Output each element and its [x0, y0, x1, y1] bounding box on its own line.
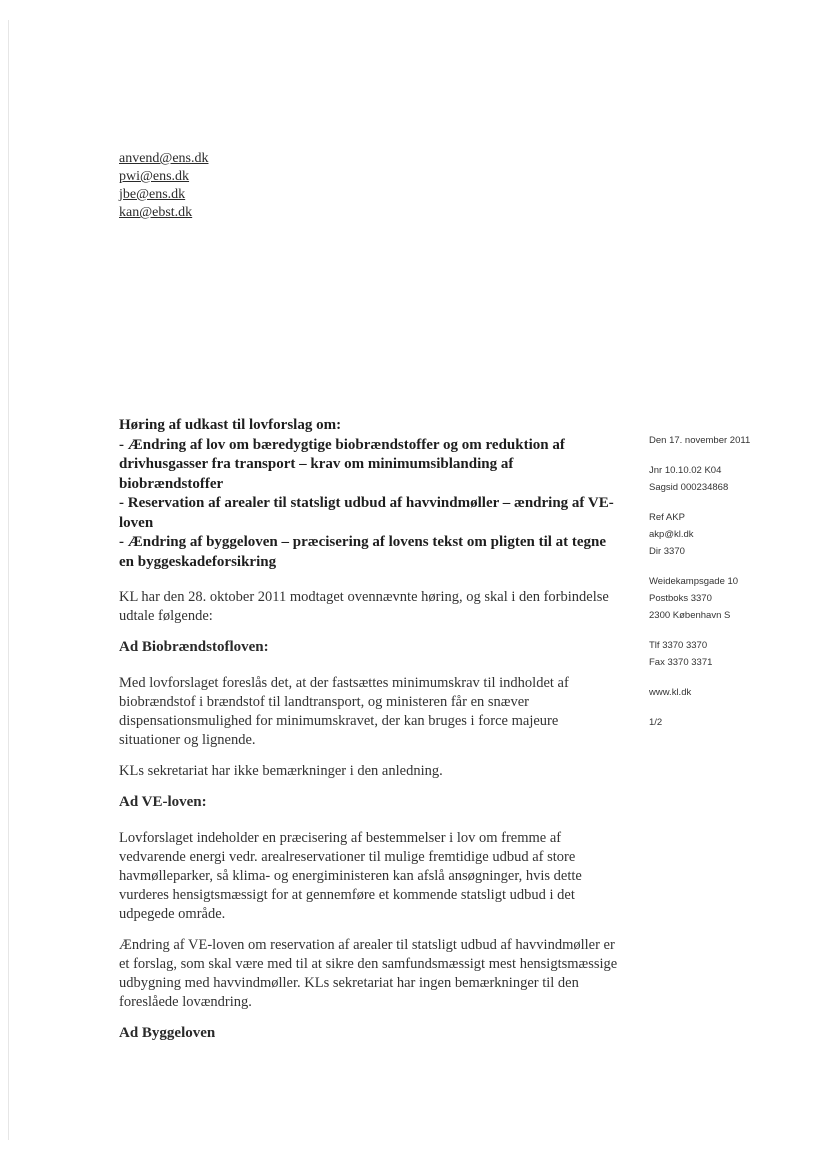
website: www.kl.dk — [649, 687, 692, 698]
case-id: Sagsid 000234868 — [649, 482, 729, 493]
reference: Ref AKP — [649, 512, 685, 523]
intro-paragraph: KL har den 28. oktober 2011 modtaget ovennævnte høring, og skal i den forbindelse udtale følgende: — [119, 589, 609, 624]
letter-subject — [119, 416, 619, 572]
section-heading: Ad Biobrændstofloven: — [119, 639, 269, 655]
letter-date: Den 17. november 2011 — [649, 435, 751, 446]
subject-heading: Høring af udkast til lovforslag om: — [119, 417, 342, 433]
body-paragraph: Ændring af VE-loven om reservation af arealer til statsligt udbud af havvindmøller er et forslag, som skal være med til at sikre den samfundsmæssigt mest hensigtsmæssige udbygning med havvindmøller. KLs sekretariat har ingen bemærkninger til den foreslåede lovændring. — [119, 937, 618, 1010]
subject-item: - Ændring af lov om bæredygtige biobrændstoffer og om reduktion af drivhusgasser fra transport – krav om minimumsiblanding af biobrændstoffer — [119, 436, 565, 492]
recipient-list — [119, 150, 208, 222]
address-street: Weidekampsgade 10 — [649, 576, 739, 587]
body-paragraph: Lovforslaget indeholder en præcisering af bestemmelser i lov om fremme af vedvarende energi vedr. arealreservationer til mulige fremtidige udbud af store havmølleparker, så klima- og energiministeren kan afslå ansøgninger, hvis dette vurderes hensigtsmæssigt for at gennemføre et kommende statsligt udbud i det udpegede område. — [119, 830, 582, 922]
direct-phone: Dir 3370 — [649, 546, 685, 557]
address-city: 2300 København S — [649, 610, 731, 621]
phone-number: Tlf 3370 3370 — [649, 640, 708, 651]
recipient-email-link[interactable]: jbe@ens.dk — [119, 187, 186, 202]
sender-email: akp@kl.dk — [649, 529, 694, 540]
letter-body — [119, 588, 619, 1060]
body-paragraph: KLs sekretariat har ikke bemærkninger i den anledning. — [119, 763, 443, 779]
recipient-email-link[interactable]: kan@ebst.dk — [119, 205, 193, 220]
subject-item: - Reservation af arealer til statsligt udbud af havvindmøller – ændring af VE-loven — [119, 495, 614, 531]
sender-info-sidebar — [649, 432, 750, 744]
subject-item: - Ændring af byggeloven – præcisering af lovens tekst om pligten til at tegne en byggeskadeforsikring — [119, 534, 607, 570]
recipient-email-link[interactable]: pwi@ens.dk — [119, 169, 190, 184]
page-edge-line — [8, 20, 9, 1140]
section-heading: Ad VE-loven: — [119, 794, 207, 810]
address-postbox: Postboks 3370 — [649, 593, 712, 604]
recipient-email-link[interactable]: anvend@ens.dk — [119, 151, 209, 166]
fax-number: Fax 3370 3371 — [649, 657, 713, 668]
page-number: 1/2 — [649, 717, 663, 728]
body-paragraph: Med lovforslaget foreslås det, at der fastsættes minimumskrav til indholdet af biobrændstof i brændstof til landtransport, og ministeren får en snæver dispensationsmulighed for minimumskravet, der kan bruges i force majeure situationer og lignende. — [119, 675, 569, 748]
section-heading: Ad Byggeloven — [119, 1025, 216, 1041]
journal-number: Jnr 10.10.02 K04 — [649, 465, 722, 476]
